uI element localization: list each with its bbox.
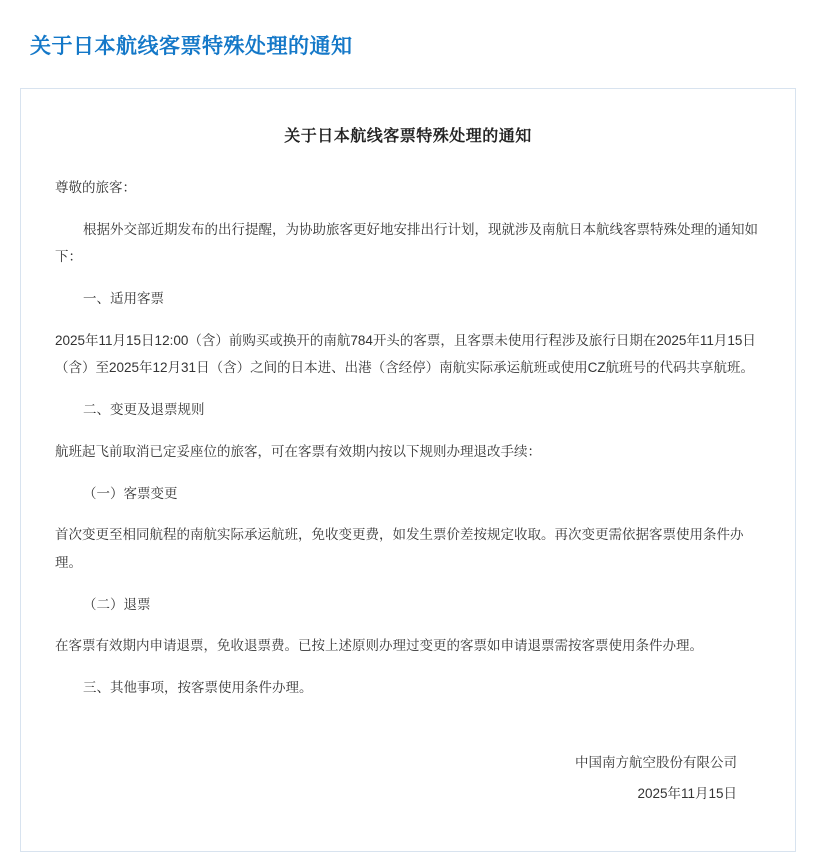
page-root	[0, 14, 816, 852]
signature-date: 2025年11月15日	[637, 786, 737, 802]
section-2-title: 二、变更及退票规则	[83, 402, 205, 418]
section-2-body: 航班起飞前取消已定妥座位的旅客，可在客票有效期内按以下规则办理退改手续：	[55, 443, 541, 459]
subsection-1-body: 首次变更至相同航程的南航实际承运航班，免收变更费，如发生票价差按规定收取。再次变更需依据客票使用条件办理。	[55, 527, 744, 570]
section-1-body: 2025年11月15日12:00（含）前购买或换开的南航784开头的客票，且客票未使用行程涉及旅行日期在2025年11月15日（含）至2025年12月31日（含）之间的日本进、出港（含经停）南航实际承运航班或使用CZ航班号的代码共享航班。	[55, 332, 756, 376]
subsection-2-title: （二）退票	[83, 596, 151, 612]
notice-card	[20, 88, 796, 852]
subsection-2-body: 在客票有效期内申请退票，免收退票费。已按上述原则办理过变更的客票如申请退票需按客票使用条件办理。	[55, 638, 703, 654]
notice-heading: 关于日本航线客票特殊处理的通知	[284, 128, 532, 146]
notice-body	[55, 174, 761, 701]
signature-block	[55, 748, 761, 809]
salutation: 尊敬的旅客：	[55, 180, 136, 196]
signature-company: 中国南方航空股份有限公司	[575, 754, 737, 770]
section-3-title: 三、其他事项，按客票使用条件办理。	[83, 679, 313, 695]
section-1-title: 一、适用客票	[83, 291, 164, 307]
intro-paragraph: 根据外交部近期发布的出行提醒，为协助旅客更好地安排出行计划，现就涉及南航日本航线客票特殊处理的通知如下：	[55, 221, 758, 265]
subsection-1-title: （一）客票变更	[83, 485, 178, 501]
page-title: 关于日本航线客票特殊处理的通知	[30, 35, 353, 59]
